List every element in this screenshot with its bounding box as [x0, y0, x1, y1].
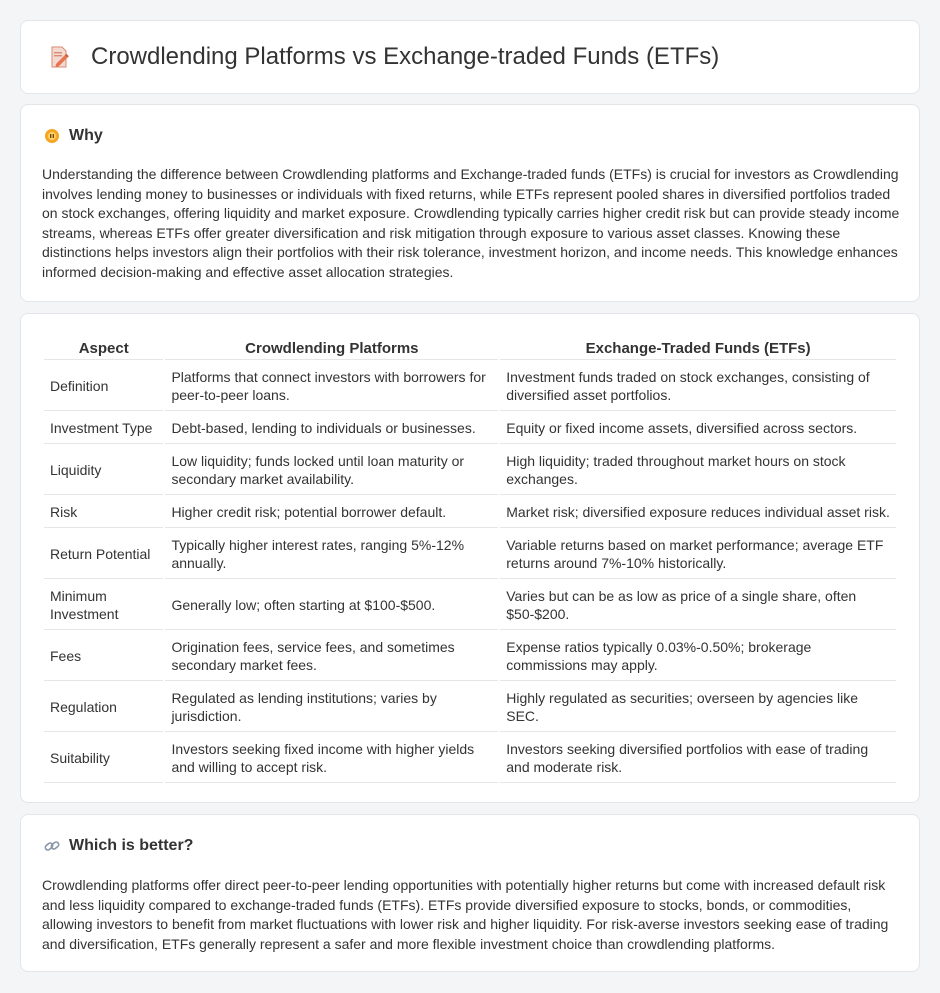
row-crowdlending: Higher credit risk; potential borrower default. [165, 497, 498, 528]
table-row [44, 497, 896, 528]
column-header-crowdlending: Crowdlending Platforms [165, 337, 498, 360]
which-is-better-body: Crowdlending platforms offer direct peer-to-peer lending opportunities with potentially higher returns but come with increased default risk and less liquidity compared to exchange-traded funds (ETFs). ETFs provide diversified exposure to stocks, bonds, or commodities, allowing investors to benefit from market fluctuations with lower risk and higher liquidity. For risk-averse investors seeking ease of trading and diversification, ETFs generally represent a safer and more flexible investment choice than crowdlending platforms. [42, 877, 889, 952]
table-row [44, 446, 896, 495]
table-row [44, 632, 896, 681]
row-crowdlending: Debt-based, lending to individuals or businesses. [165, 413, 498, 444]
row-aspect: Return Potential [44, 530, 163, 579]
row-etfs: Variable returns based on market performance; average ETF returns around 7%-10% historically. [500, 530, 896, 579]
row-aspect: Fees [44, 632, 163, 681]
row-aspect: Risk [44, 497, 163, 528]
which-is-better-title: Which is better? [69, 837, 194, 854]
row-etfs: Expense ratios typically 0.03%-0.50%; brokerage commissions may apply. [500, 632, 896, 681]
table-row [44, 413, 896, 444]
comparison-table [42, 335, 898, 785]
document-pencil-icon [47, 45, 71, 69]
row-crowdlending: Investors seeking fixed income with higher yields and willing to accept risk. [165, 734, 498, 783]
comparison-section [20, 313, 920, 803]
table-row [44, 683, 896, 732]
row-crowdlending: Typically higher interest rates, ranging 5%-12% annually. [165, 530, 498, 579]
row-aspect: Suitability [44, 734, 163, 783]
row-aspect: Regulation [44, 683, 163, 732]
row-aspect: Minimum Investment [44, 581, 163, 630]
column-header-etfs: Exchange-Traded Funds (ETFs) [500, 337, 896, 360]
row-crowdlending: Regulated as lending institutions; varies by jurisdiction. [165, 683, 498, 732]
row-etfs: Investors seeking diversified portfolios with ease of trading and moderate risk. [500, 734, 896, 783]
why-body: Understanding the difference between Crowdlending platforms and Exchange-traded funds (ETFs) is crucial for investors as Crowdlending involves lending money to businesses or individuals with fixed returns, while ETFs represent pooled shares in diversified portfolios traded on stock exchanges, offering liquidity and market exposure. Crowdlending typically carries higher credit risk but can provide steady income streams, whereas ETFs offer greater diversification and risk mitigation through exposure to various asset classes. Knowing these distinctions helps investors align their portfolios with their risk tolerance, investment horizon, and income needs. This knowledge enhances informed decision-making and effective asset allocation strategies. [42, 166, 900, 280]
row-aspect: Definition [44, 362, 163, 411]
row-crowdlending: Origination fees, service fees, and sometimes secondary market fees. [165, 632, 498, 681]
lightbulb-icon [43, 127, 61, 145]
table-row [44, 530, 896, 579]
row-etfs: Investment funds traded on stock exchanges, consisting of diversified asset portfolios. [500, 362, 896, 411]
table-header-row [44, 337, 896, 360]
row-etfs: Equity or fixed income assets, diversified across sectors. [500, 413, 896, 444]
row-etfs: Market risk; diversified exposure reduces individual asset risk. [500, 497, 896, 528]
row-aspect: Investment Type [44, 413, 163, 444]
row-etfs: Varies but can be as low as price of a single share, often $50-$200. [500, 581, 896, 630]
table-row [44, 734, 896, 783]
page-title: Crowdlending Platforms vs Exchange-traded Funds (ETFs) [91, 43, 720, 70]
header-card [20, 20, 920, 94]
row-etfs: High liquidity; traded throughout market hours on stock exchanges. [500, 446, 896, 495]
why-section [20, 104, 920, 302]
why-title: Why [69, 127, 103, 144]
table-row [44, 581, 896, 630]
row-crowdlending: Platforms that connect investors with borrowers for peer-to-peer loans. [165, 362, 498, 411]
column-header-aspect: Aspect [44, 337, 163, 360]
link-icon [43, 837, 61, 855]
row-crowdlending: Low liquidity; funds locked until loan maturity or secondary market availability. [165, 446, 498, 495]
row-aspect: Liquidity [44, 446, 163, 495]
row-etfs: Highly regulated as securities; overseen by agencies like SEC. [500, 683, 896, 732]
row-crowdlending: Generally low; often starting at $100-$500. [165, 581, 498, 630]
table-row [44, 362, 896, 411]
which-is-better-section [20, 814, 920, 972]
